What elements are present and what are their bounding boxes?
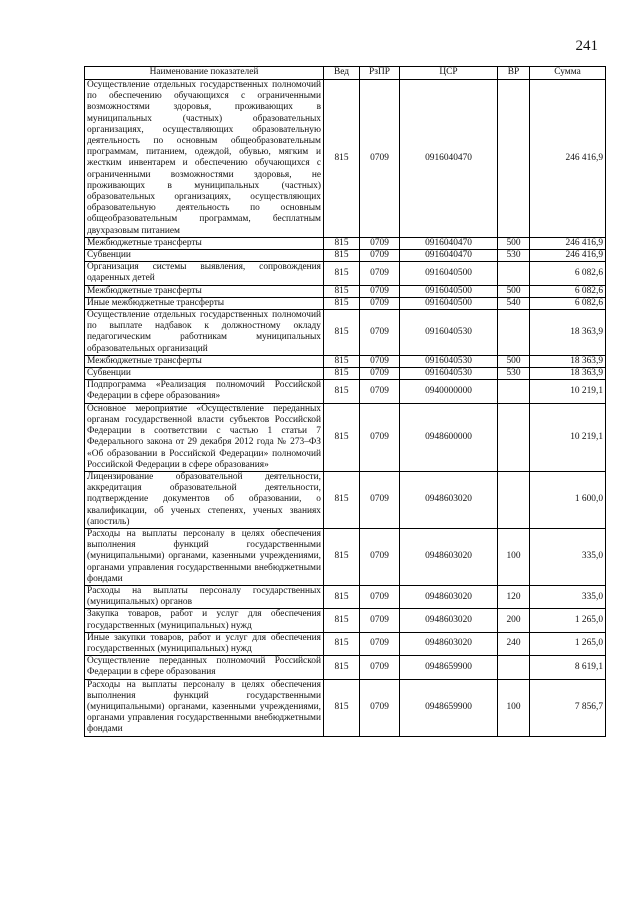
row-vr: 100 <box>498 528 530 585</box>
row-vr <box>498 380 530 403</box>
row-ved: 815 <box>324 609 360 632</box>
row-sum: 246 416,9 <box>530 237 606 249</box>
row-sum: 6 082,6 <box>530 297 606 309</box>
table-row <box>85 80 606 238</box>
row-csr: 0916040470 <box>400 250 498 262</box>
row-name: Осуществление переданных полномочий Российской Федерации в сфере образования <box>85 656 324 679</box>
row-rzpr: 0709 <box>360 250 400 262</box>
row-sum: 18 363,9 <box>530 355 606 367</box>
row-ved: 815 <box>324 285 360 297</box>
row-ved: 815 <box>324 380 360 403</box>
row-vr: 500 <box>498 237 530 249</box>
row-name: Иные закупки товаров, работ и услуг для обеспечения государственных (муниципальных) нужд <box>85 632 324 655</box>
row-csr: 0916040500 <box>400 262 498 285</box>
row-ved: 815 <box>324 237 360 249</box>
table-row <box>85 471 606 528</box>
row-rzpr: 0709 <box>360 368 400 380</box>
row-rzpr: 0709 <box>360 609 400 632</box>
table-row <box>85 368 606 380</box>
row-sum: 246 416,9 <box>530 250 606 262</box>
row-vr: 200 <box>498 609 530 632</box>
row-name: Субвенции <box>85 250 324 262</box>
table-row <box>85 237 606 249</box>
row-sum: 7 856,7 <box>530 679 606 736</box>
row-ved: 815 <box>324 310 360 356</box>
row-name: Межбюджетные трансферты <box>85 285 324 297</box>
row-csr: 0916040500 <box>400 297 498 309</box>
row-sum: 1 600,0 <box>530 471 606 528</box>
row-rzpr: 0709 <box>360 471 400 528</box>
table-row <box>85 380 606 403</box>
row-sum: 335,0 <box>530 528 606 585</box>
row-csr: 0916040470 <box>400 237 498 249</box>
row-name: Организация системы выявления, сопровождения одаренных детей <box>85 262 324 285</box>
budget-table <box>84 66 606 737</box>
row-csr: 0916040530 <box>400 355 498 367</box>
row-rzpr: 0709 <box>360 380 400 403</box>
row-name: Осуществление отдельных государственных полномочий по выплате надбавок к должностному окладу педагогическим работникам муниципальных образовательных организаций <box>85 310 324 356</box>
row-rzpr: 0709 <box>360 355 400 367</box>
row-ved: 815 <box>324 471 360 528</box>
row-sum: 1 265,0 <box>530 632 606 655</box>
table-row <box>85 403 606 471</box>
row-vr: 100 <box>498 679 530 736</box>
row-rzpr: 0709 <box>360 237 400 249</box>
row-csr: 0948603020 <box>400 585 498 608</box>
row-name: Субвенции <box>85 368 324 380</box>
row-vr: 240 <box>498 632 530 655</box>
table-row <box>85 297 606 309</box>
row-sum: 10 219,1 <box>530 403 606 471</box>
row-name: Межбюджетные трансферты <box>85 237 324 249</box>
row-vr <box>498 656 530 679</box>
row-vr <box>498 471 530 528</box>
row-sum: 335,0 <box>530 585 606 608</box>
row-rzpr: 0709 <box>360 679 400 736</box>
row-vr: 120 <box>498 585 530 608</box>
row-csr: 0940000000 <box>400 380 498 403</box>
table-row <box>85 609 606 632</box>
row-rzpr: 0709 <box>360 528 400 585</box>
row-csr: 0948603020 <box>400 632 498 655</box>
row-vr: 530 <box>498 250 530 262</box>
row-ved: 815 <box>324 262 360 285</box>
row-name: Расходы на выплаты персоналу в целях обеспечения выполнения функций государственными (муниципальными) органами, казенными учреждениями, органами управления государственными внебюджетными фондами <box>85 528 324 585</box>
row-vr: 500 <box>498 355 530 367</box>
table-row <box>85 250 606 262</box>
row-name: Расходы на выплаты персоналу государственных (муниципальных) органов <box>85 585 324 608</box>
table-row <box>85 355 606 367</box>
row-ved: 815 <box>324 355 360 367</box>
row-sum: 246 416,9 <box>530 80 606 238</box>
row-rzpr: 0709 <box>360 585 400 608</box>
row-csr: 0916040530 <box>400 368 498 380</box>
row-rzpr: 0709 <box>360 632 400 655</box>
header-ved: Вед <box>324 67 360 80</box>
row-ved: 815 <box>324 528 360 585</box>
table-row <box>85 285 606 297</box>
row-ved: 815 <box>324 80 360 238</box>
header-rzpr: РзПР <box>360 67 400 80</box>
row-name: Основное мероприятие «Осуществление переданных органам государственной власти субъектов Российской Федерации в соответствии с частью 1 статьи 7 Федерального закона от 29 декабря 2012 года № 273–ФЗ «Об образовании в Российской Федерации» полномочий Российской Федерации в сфере образования» <box>85 403 324 471</box>
row-vr: 500 <box>498 285 530 297</box>
row-sum: 10 219,1 <box>530 380 606 403</box>
table-row <box>85 585 606 608</box>
row-name: Осуществление отдельных государственных полномочий по обеспечению обучающихся с ограниченными возможностями здоровья, проживающих в муниципальных (частных) образовательных организациях, осуществляющих образовательную деятельность по основным общеобразовательным программам, питанием, одеждой, обувью, мягким и жестким инвентарем и обеспечению обучающихся с ограниченными возможностями здоровья, не проживающих в муниципальных (частных) образовательных организациях, осуществляющих образовательную деятельность по основным общеобразовательным программам, бесплатным двухразовым питанием <box>85 80 324 238</box>
row-vr <box>498 262 530 285</box>
row-rzpr: 0709 <box>360 297 400 309</box>
row-csr: 0948659900 <box>400 656 498 679</box>
row-ved: 815 <box>324 250 360 262</box>
row-name: Межбюджетные трансферты <box>85 355 324 367</box>
row-ved: 815 <box>324 368 360 380</box>
row-csr: 0916040530 <box>400 310 498 356</box>
table-row <box>85 656 606 679</box>
row-rzpr: 0709 <box>360 403 400 471</box>
row-ved: 815 <box>324 403 360 471</box>
row-rzpr: 0709 <box>360 80 400 238</box>
row-csr: 0948600000 <box>400 403 498 471</box>
row-ved: 815 <box>324 297 360 309</box>
table-row <box>85 528 606 585</box>
row-csr: 0948603020 <box>400 609 498 632</box>
row-csr: 0948659900 <box>400 679 498 736</box>
row-vr <box>498 403 530 471</box>
row-csr: 0948603020 <box>400 528 498 585</box>
row-vr: 540 <box>498 297 530 309</box>
header-vr: ВР <box>498 67 530 80</box>
row-csr: 0916040500 <box>400 285 498 297</box>
row-rzpr: 0709 <box>360 310 400 356</box>
row-name: Иные межбюджетные трансферты <box>85 297 324 309</box>
row-vr <box>498 310 530 356</box>
row-csr: 0948603020 <box>400 471 498 528</box>
row-ved: 815 <box>324 679 360 736</box>
table-row <box>85 310 606 356</box>
row-rzpr: 0709 <box>360 262 400 285</box>
row-sum: 18 363,9 <box>530 368 606 380</box>
row-name: Подпрограмма «Реализация полномочий Российской Федерации в сфере образования» <box>85 380 324 403</box>
row-sum: 6 082,6 <box>530 262 606 285</box>
row-vr: 530 <box>498 368 530 380</box>
row-csr: 0916040470 <box>400 80 498 238</box>
row-rzpr: 0709 <box>360 285 400 297</box>
table-row <box>85 262 606 285</box>
row-sum: 6 082,6 <box>530 285 606 297</box>
row-sum: 1 265,0 <box>530 609 606 632</box>
row-ved: 815 <box>324 585 360 608</box>
row-rzpr: 0709 <box>360 656 400 679</box>
row-sum: 18 363,9 <box>530 310 606 356</box>
row-name: Закупка товаров, работ и услуг для обеспечения государственных (муниципальных) нужд <box>85 609 324 632</box>
row-sum: 8 619,1 <box>530 656 606 679</box>
row-ved: 815 <box>324 656 360 679</box>
header-name: Наименование показателей <box>85 67 324 80</box>
row-name: Расходы на выплаты персоналу в целях обеспечения выполнения функций государственными (муниципальными) органами, казенными учреждениями, органами управления государственными внебюджетными фондами <box>85 679 324 736</box>
page-number: 241 <box>575 38 598 54</box>
header-csr: ЦСР <box>400 67 498 80</box>
table-header-row <box>85 67 606 80</box>
row-name: Лицензирование образовательной деятельности, аккредитация образовательной деятельности, подтверждение документов об образовании, о квалификации, об ученых степенях, ученых званиях (апостиль) <box>85 471 324 528</box>
row-ved: 815 <box>324 632 360 655</box>
table-row <box>85 632 606 655</box>
table-row <box>85 679 606 736</box>
row-vr <box>498 80 530 238</box>
header-sum: Сумма <box>530 67 606 80</box>
